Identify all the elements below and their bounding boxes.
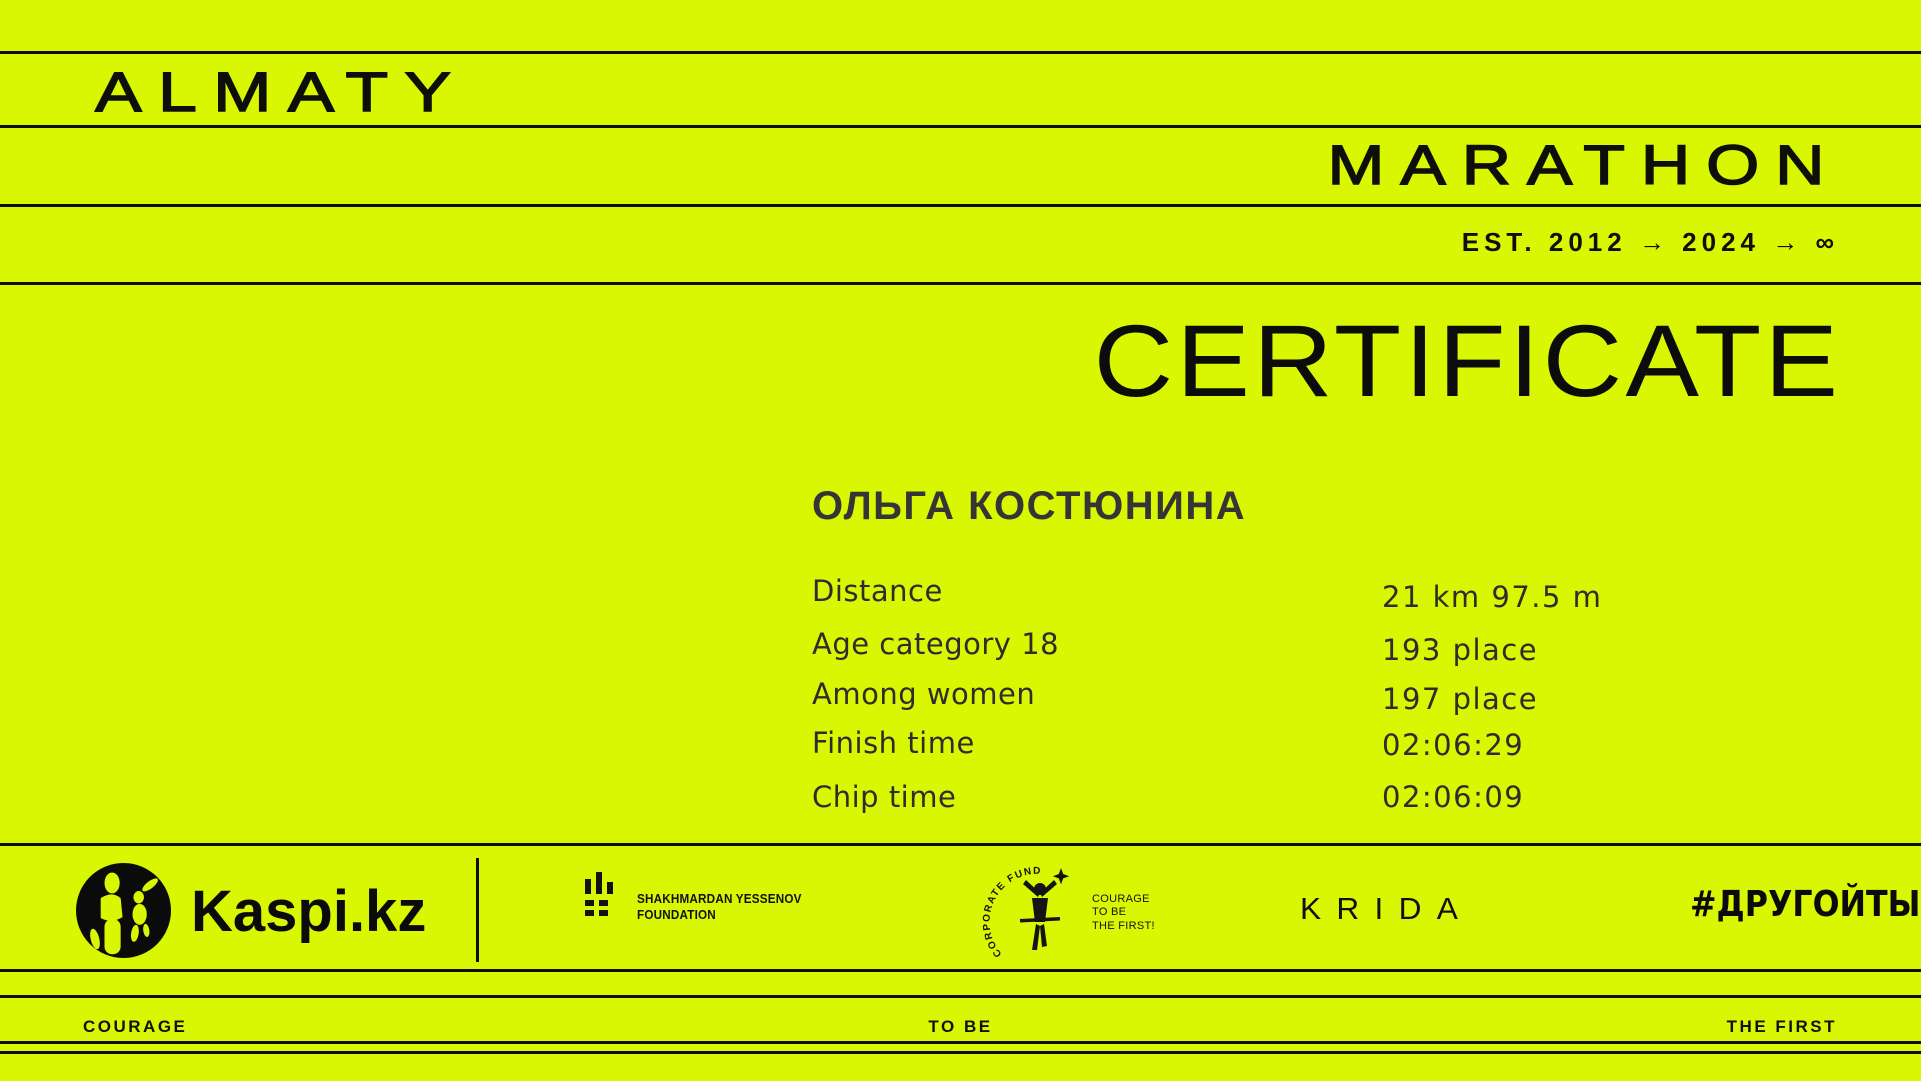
- stat-value: 02:06:29: [1382, 728, 1525, 762]
- divider-line: [0, 1041, 1921, 1044]
- divider-line: [0, 1051, 1921, 1054]
- footer-slogan-the-first: THE FIRST: [1726, 1017, 1837, 1036]
- stat-row-finish-time: [812, 726, 1712, 764]
- kaspi-logo-icon: [76, 863, 171, 958]
- yessenov-line1: SHAKHMARDAN YESSENOV: [637, 891, 802, 906]
- drugoity-hashtag-wordmark: #ДРУГОЙТЫ: [1690, 884, 1921, 925]
- certificate-title: CERTIFICATE: [1093, 304, 1841, 418]
- corporate-fund-text: [1092, 893, 1155, 934]
- stat-value: 02:06:09: [1382, 780, 1525, 814]
- divider-line: [0, 204, 1921, 207]
- stat-row-chip-time: [812, 780, 1712, 818]
- stat-label: Age category 18: [812, 627, 1060, 661]
- stat-label: Among women: [812, 677, 1036, 711]
- city-title: ALMATY: [95, 60, 468, 123]
- stat-label: Chip time: [812, 780, 957, 814]
- krida-wordmark: KRIDA: [1300, 891, 1474, 926]
- kaspi-wordmark: Kaspi.kz: [191, 879, 427, 944]
- runner-name: ОЛЬГА КОСТЮНИНА: [812, 484, 1247, 528]
- divider-line: [0, 969, 1921, 972]
- stat-value: 193 place: [1382, 633, 1539, 667]
- divider-line: [0, 282, 1921, 285]
- event-title: MARATHON: [1327, 133, 1840, 196]
- corporate-fund-line2: TO BE: [1092, 906, 1127, 919]
- divider-line: [0, 843, 1921, 846]
- footer-slogan-courage: COURAGE: [83, 1017, 188, 1036]
- yessenov-line2: FOUNDATION: [637, 907, 716, 922]
- sponsor-divider-line: [476, 858, 479, 962]
- stat-label: Distance: [812, 574, 943, 608]
- stat-value: 21 km 97.5 m: [1382, 580, 1603, 614]
- stat-row-age-category: [812, 627, 1712, 665]
- footer-slogan-to-be: TO BE: [928, 1017, 993, 1036]
- divider-line: [0, 995, 1921, 998]
- stat-value: 197 place: [1382, 682, 1539, 716]
- corporate-fund-arc-text: CORPORATE FUND: [981, 865, 1042, 960]
- yessenov-foundation-logo: [585, 871, 845, 931]
- yessenov-foundation-text: [637, 891, 802, 923]
- corporate-fund-line1: COURAGE: [1092, 892, 1150, 905]
- bars-and-dashes-icon: [585, 872, 617, 922]
- stat-row-distance: [812, 574, 1712, 612]
- corporate-fund-line3: THE FIRST!: [1092, 919, 1155, 932]
- divider-line: [0, 125, 1921, 128]
- stat-label: Finish time: [812, 726, 975, 760]
- divider-line: [0, 51, 1921, 54]
- finish-line-runner-icon: [968, 858, 1088, 968]
- established-years: EST. 2012 → 2024 → ∞: [1461, 227, 1839, 257]
- corporate-fund-logo: [968, 858, 1198, 968]
- stat-row-among-women: [812, 677, 1712, 715]
